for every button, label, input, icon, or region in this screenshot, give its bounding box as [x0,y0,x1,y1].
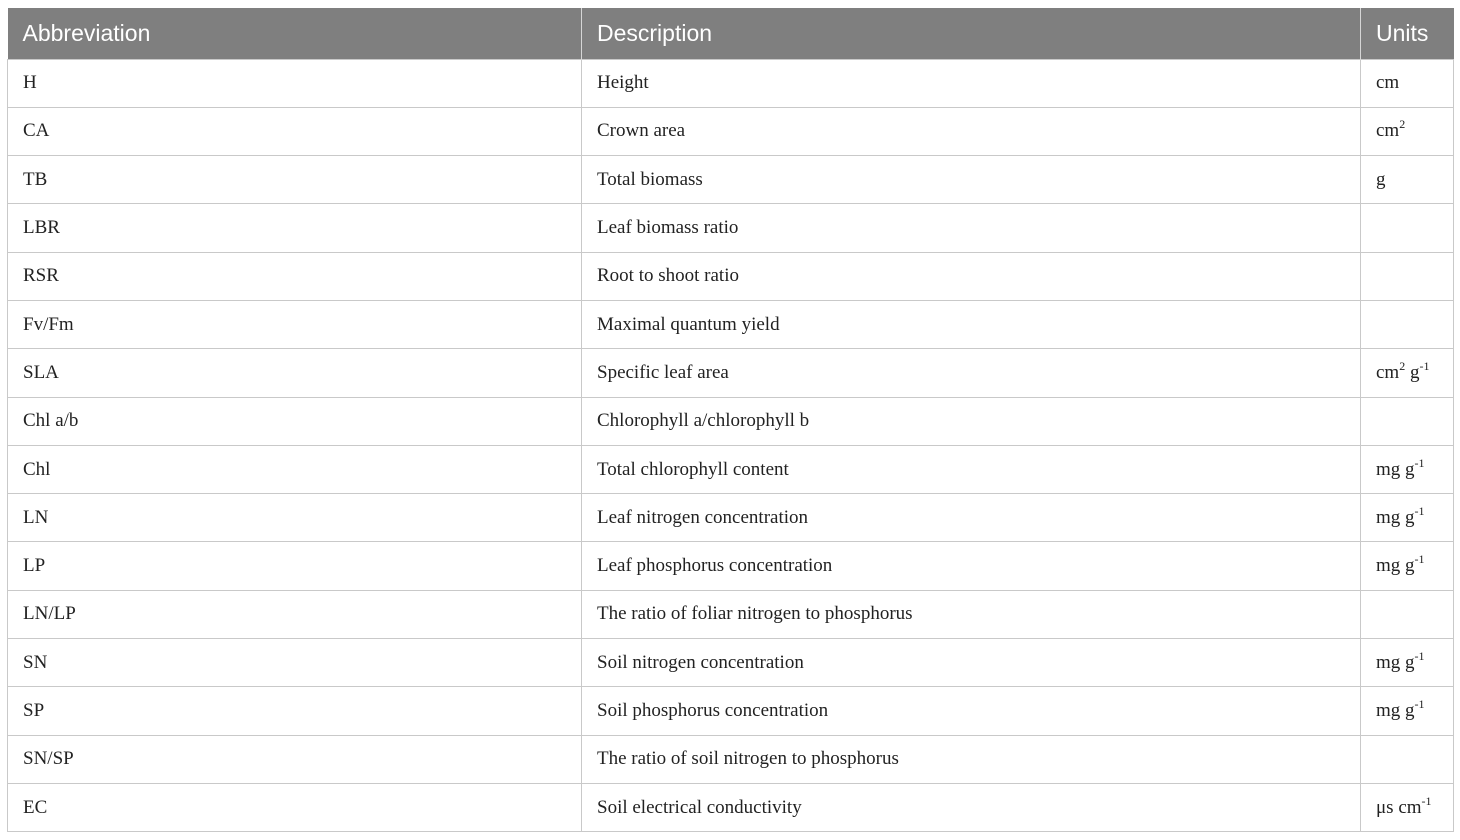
unit-text: cm [1376,72,1400,94]
table-row [8,735,1454,783]
cell-description: Specific leaf area [582,349,1361,397]
unit-superscript: 2 [1399,358,1406,373]
unit-superscript: 2 [1399,117,1406,132]
cell-description: Maximal quantum yield [582,300,1361,348]
abbreviation-table-container [7,8,1453,832]
table-header [8,8,1454,59]
cell-units [1361,639,1454,687]
cell-description: Soil nitrogen concentration [582,639,1361,687]
cell-abbreviation: LBR [8,204,582,252]
abbreviation-table [7,8,1454,832]
unit-text-tail: g [1405,361,1420,383]
table-row [8,349,1454,397]
table-row [8,156,1454,204]
unit-superscript: -1 [1414,455,1425,470]
cell-abbreviation: RSR [8,252,582,300]
cell-abbreviation: SLA [8,349,582,397]
cell-description: The ratio of foliar nitrogen to phosphorus [582,590,1361,638]
unit-text: mg g [1376,700,1415,721]
cell-description: Crown area [582,107,1361,155]
table-row [8,542,1454,590]
unit-superscript: -1 [1414,648,1425,663]
cell-abbreviation: LN/LP [8,590,582,638]
cell-units [1361,107,1454,155]
unit-tail-superscript: -1 [1419,358,1430,373]
unit-superscript: -1 [1421,793,1432,808]
header-abbreviation: Abbreviation [8,8,582,59]
table-row [8,252,1454,300]
table-row [8,59,1454,107]
unit-text: mg g [1376,458,1415,480]
cell-description: Soil electrical conductivity [582,783,1361,831]
cell-description: Total biomass [582,156,1361,204]
table-row [8,494,1454,542]
table-row [8,590,1454,638]
cell-description: The ratio of soil nitrogen to phosphorus [582,735,1361,783]
cell-abbreviation: LP [8,542,582,590]
cell-abbreviation: Chl [8,445,582,493]
cell-abbreviation: CA [8,107,582,155]
cell-units [1361,397,1454,445]
cell-abbreviation: Fv/Fm [8,300,582,348]
cell-abbreviation: SN/SP [8,735,582,783]
unit-superscript: -1 [1414,503,1425,518]
cell-units [1361,687,1454,735]
header-description: Description [582,8,1361,59]
cell-abbreviation: LN [8,494,582,542]
cell-units [1361,156,1454,204]
table-row [8,639,1454,687]
cell-description: Chlorophyll a/chlorophyll b [582,397,1361,445]
cell-description: Leaf nitrogen concentration [582,494,1361,542]
table-row [8,687,1454,735]
cell-units [1361,59,1454,107]
unit-text: mg g [1376,555,1415,577]
cell-units [1361,735,1454,783]
table-row [8,783,1454,831]
cell-units [1361,349,1454,397]
cell-description: Soil phosphorus concentration [582,687,1361,735]
table-row [8,204,1454,252]
cell-description: Height [582,59,1361,107]
unit-text: mg g [1376,651,1415,673]
table-row [8,445,1454,493]
unit-superscript: -1 [1414,552,1425,567]
cell-abbreviation: EC [8,783,582,831]
cell-units [1361,783,1454,831]
cell-description: Total chlorophyll content [582,445,1361,493]
cell-abbreviation: TB [8,156,582,204]
unit-text: cm [1376,120,1400,142]
table-body [8,59,1454,832]
unit-text: g [1376,168,1386,190]
cell-abbreviation: Chl a/b [8,397,582,445]
cell-abbreviation: H [8,59,582,107]
header-units: Units [1361,8,1454,59]
unit-text: cm [1376,361,1400,383]
header-row [8,8,1454,59]
cell-description: Leaf biomass ratio [582,204,1361,252]
table-row [8,397,1454,445]
unit-superscript: -1 [1414,697,1425,711]
cell-units [1361,300,1454,348]
cell-units [1361,494,1454,542]
cell-units [1361,445,1454,493]
cell-abbreviation: SP [8,687,582,735]
cell-abbreviation: SN [8,639,582,687]
unit-text: μs cm [1376,796,1422,818]
cell-description: Root to shoot ratio [582,252,1361,300]
unit-text: mg g [1376,506,1415,528]
cell-description: Leaf phosphorus concentration [582,542,1361,590]
table-row [8,107,1454,155]
cell-units [1361,542,1454,590]
cell-units [1361,590,1454,638]
table-row [8,300,1454,348]
cell-units [1361,252,1454,300]
cell-units [1361,204,1454,252]
